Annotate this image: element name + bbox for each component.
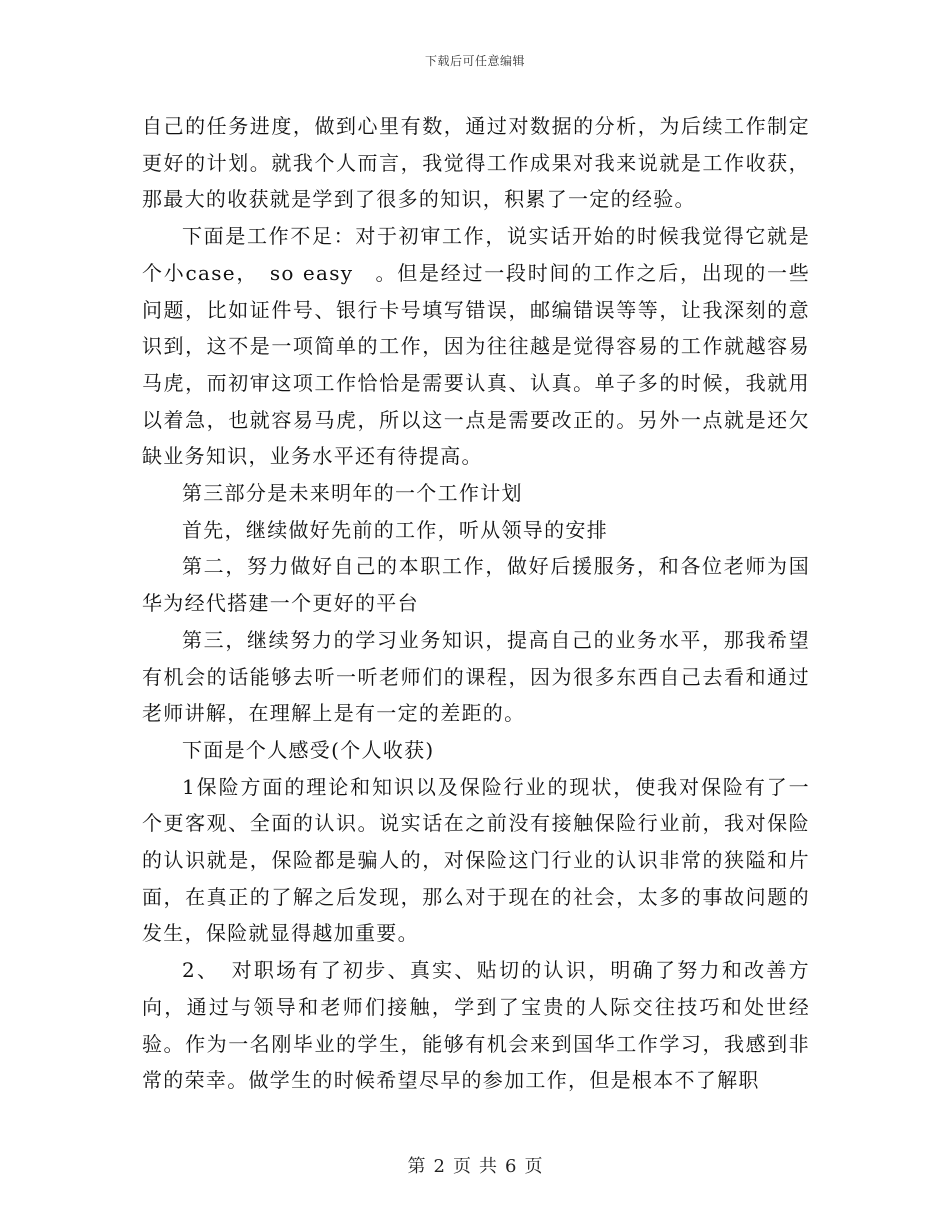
- page-footer: [0, 1152, 950, 1178]
- footer-prefix: 第: [407, 1156, 426, 1177]
- paragraph-1: 自己的任务进度，做到心里有数，通过对数据的分析，为后续工作制定更好的计划。就我个人而言，我觉得工作成果对我来说就是工作收获，那最大的收获就是学到了很多的知识，积累了一定的经验。: [142, 114, 810, 212]
- document-body: [142, 108, 810, 1099]
- paragraph-6: 第三，继续努力的学习业务知识，提高自己的业务水平，那我希望有机会的话能够去听一听老师们的课程，因为很多东西自己去看和通过老师讲解，在理解上是有一定的差距的。: [142, 627, 810, 726]
- footer-suffix: 页: [524, 1156, 543, 1177]
- footer-total-label: 共: [479, 1156, 497, 1177]
- paragraph-7: 下面是个人感受(个人收获): [182, 737, 435, 762]
- paragraph-2: 下面是工作不足：对于初审工作，说实话开始的时候我觉得它就是个小case， so easy 。但是经过一段时间的工作之后，出现的一些问题，比如证件号、银行卡号填写错误，邮编错误等等，让我深刻的意识到，这不是一项简单的工作，因为往往越是觉得容易的工作就越容易马虎，而初审这项工作恰恰是需要认真、认真。单子多的时候，我就用以着急，也就容易马虎，所以这一点是需要改正的。另外一点就是还欠缺业务知识，业务水平还有待提高。: [142, 224, 810, 469]
- header-note: 下载后可任意编辑: [424, 54, 525, 68]
- paragraph-5: 第二，努力做好自己的本职工作，做好后援服务，和各位老师为国华为经代搭建一个更好的平台: [142, 554, 810, 616]
- footer-page-label: 页: [453, 1156, 471, 1177]
- paragraph-4: 首先，继续做好先前的工作，听从领导的安排: [182, 517, 608, 542]
- page-header: [0, 52, 950, 69]
- paragraph-8: 1保险方面的理论和知识以及保险行业的现状，使我对保险有了一个更客观、全面的认识。说实话在之前没有接触保险行业前，我对保险的认识就是，保险都是骗人的，对保险这门行业的认识非常的狭隘和片面，在真正的了解之后发现，那么对于现在的社会，太多的事故问题的发生，保险就显得越加重要。: [142, 774, 810, 946]
- paragraph-3: 第三部分是未来明年的一个工作计划: [182, 481, 523, 506]
- current-page-number: 2: [433, 1156, 445, 1177]
- total-page-number: 6: [505, 1156, 517, 1177]
- paragraph-9: 2、 对职场有了初步、真实、贴切的认识，明确了努力和改善方向，通过与领导和老师们接触，学到了宝贵的人际交往技巧和处世经验。作为一名刚毕业的学生，能够有机会来到国华工作学习，我感到非常的荣幸。做学生的时候希望尽早的参加工作，但是根本不了解职: [142, 958, 810, 1093]
